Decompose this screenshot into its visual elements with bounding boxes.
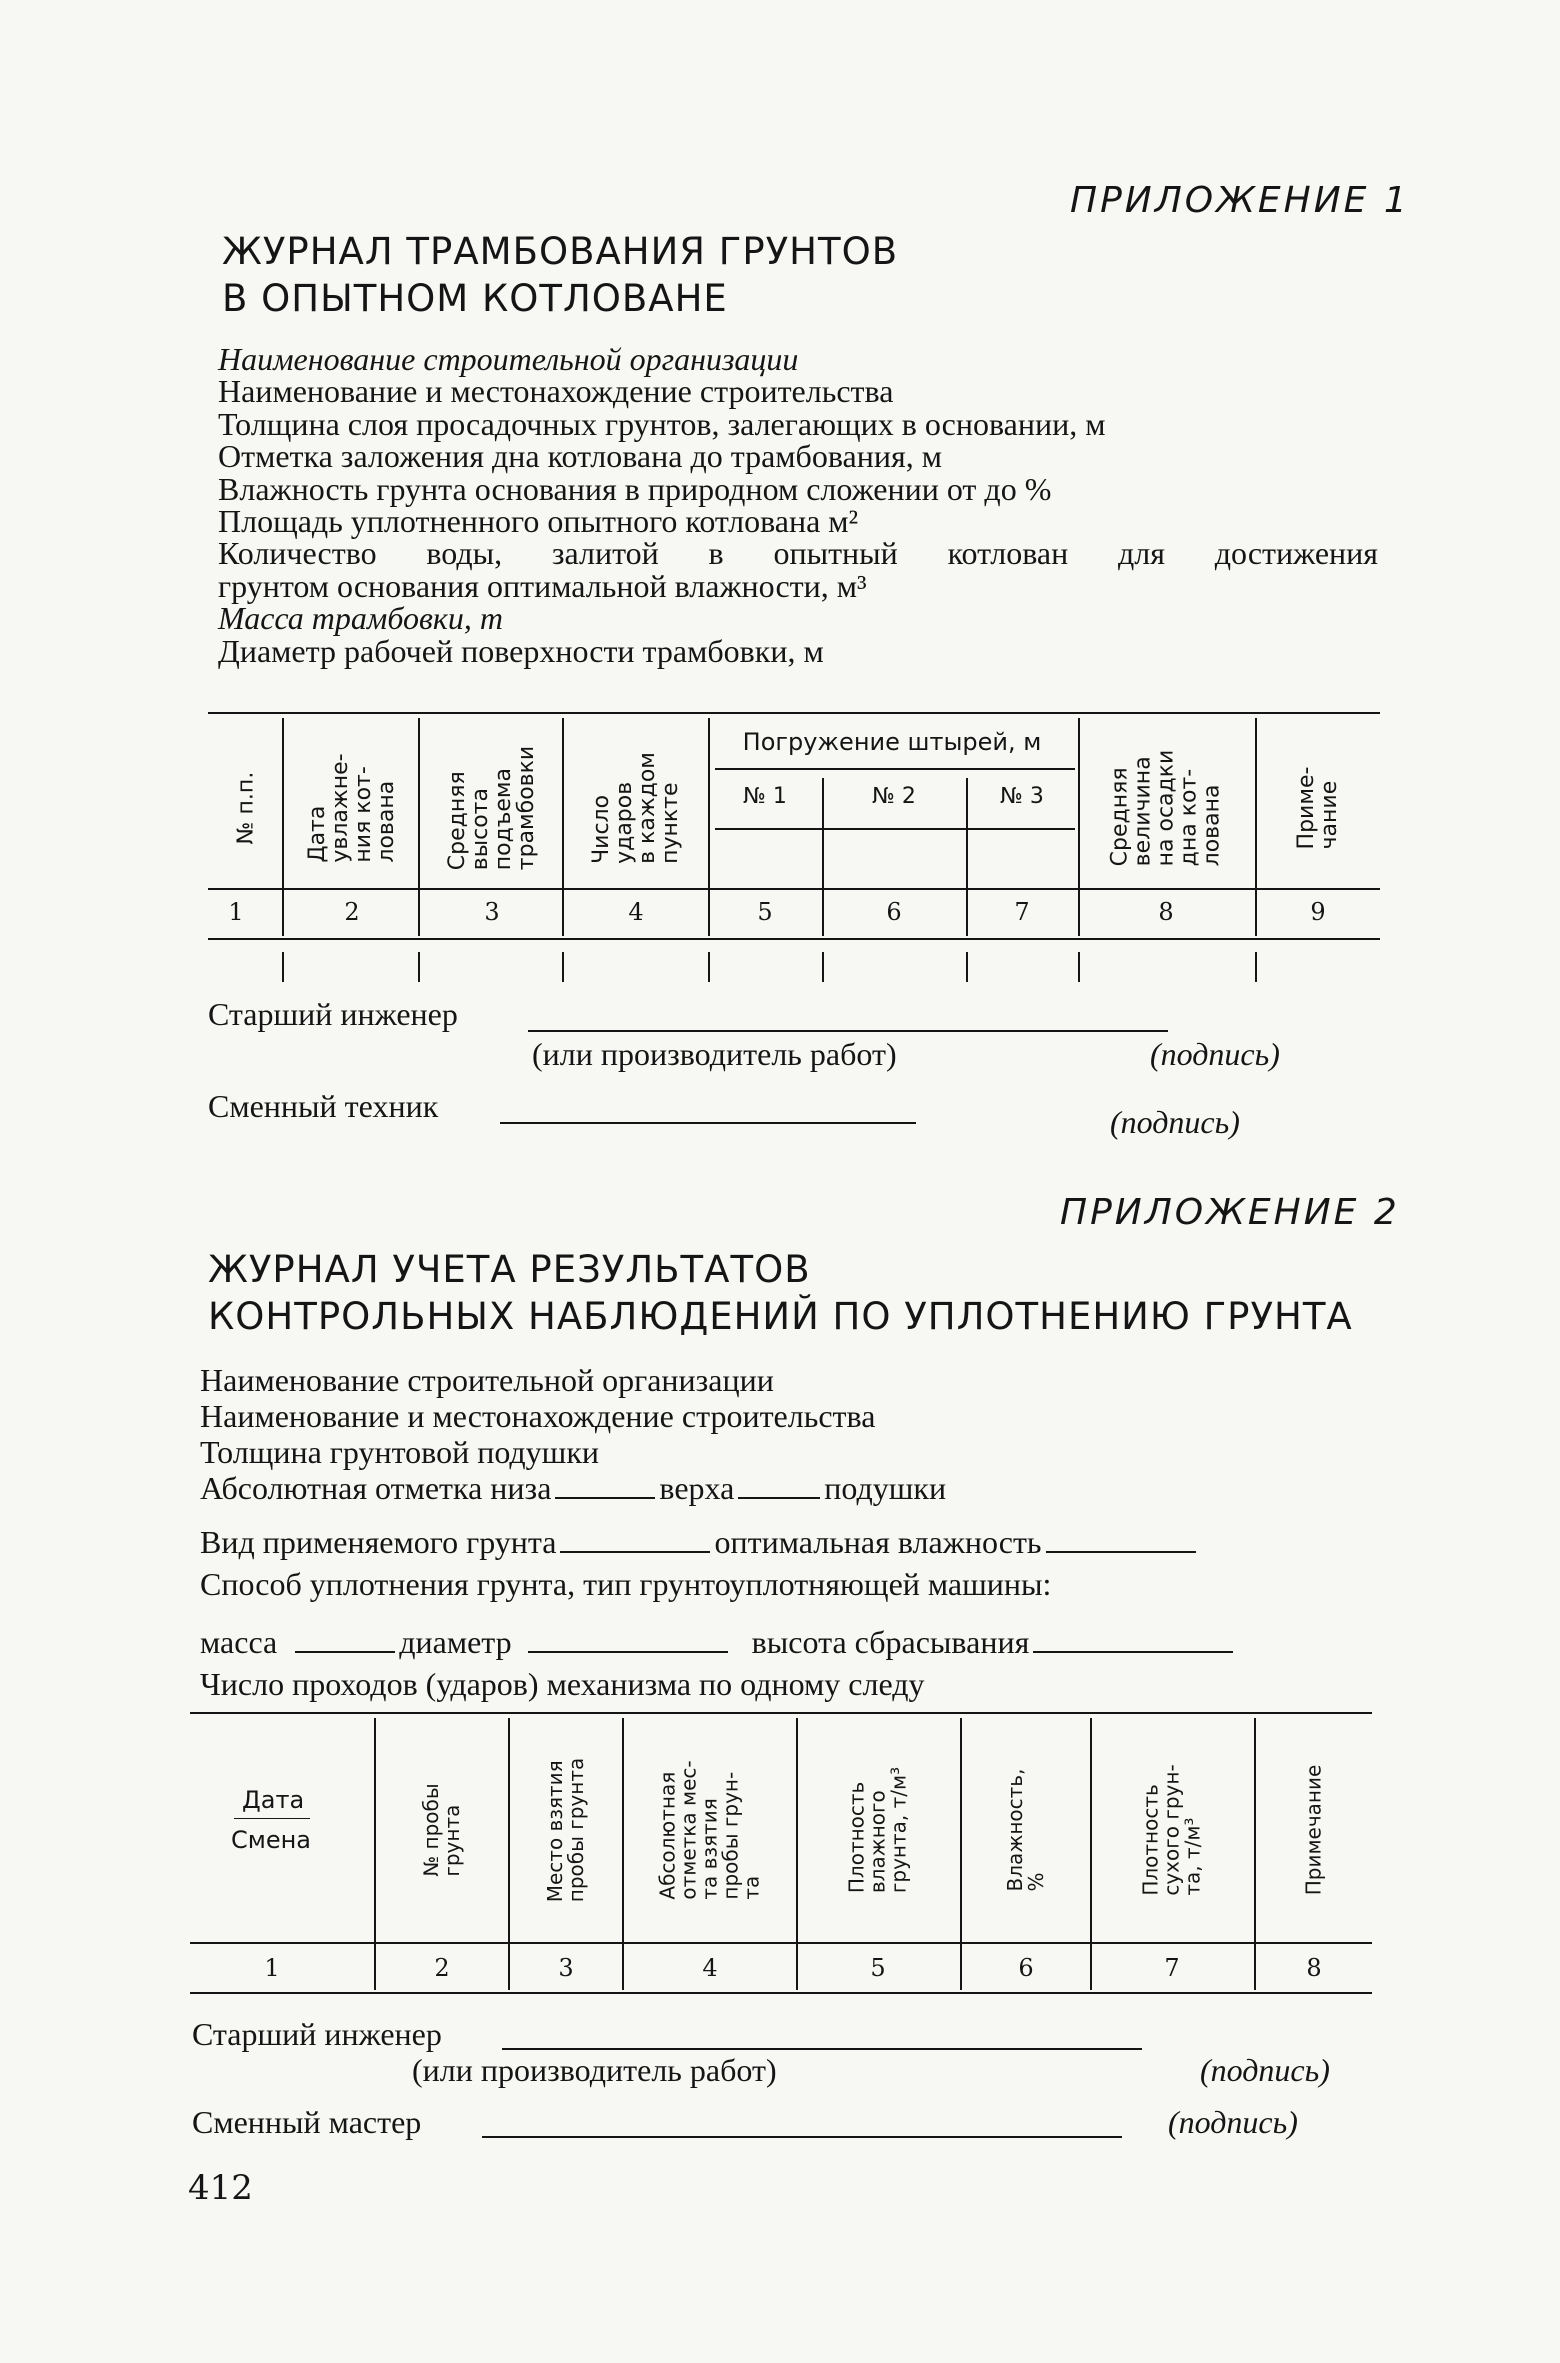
t2-col-num-8: 8 (1306, 1954, 1322, 1982)
field-water-amount-cont: грунтом основания оптимальной влажности, м³ (218, 567, 867, 604)
t1-sig2-line (500, 1122, 916, 1124)
t2-shift-header: Смена (230, 1826, 312, 1854)
appendix-1-title-line1: ЖУРНАЛ ТРАМБОВАНИЯ ГРУНТОВ (222, 230, 899, 273)
t2-col-num-7: 7 (1164, 1954, 1180, 1982)
t2-field-cushion-thickness: Толщина грунтовой подушки (200, 1434, 599, 1470)
field-pit-level: Отметка заложения дна котлована до трамбования, м (218, 438, 942, 475)
t1-col-num-1: 1 (228, 898, 244, 926)
t2-field-passes: Число проходов (ударов) механизма по одному следу (200, 1666, 925, 1702)
t2-col-abs-header: Абсолютная отметка мес- та взятия пробы грун- та (655, 1760, 764, 1900)
t2-drop-height-label: высота сбрасывания (751, 1624, 1030, 1660)
t2-abs-suffix: подушки (824, 1470, 947, 1506)
t2-abs-prefix: Абсолютная отметка низа (200, 1470, 552, 1506)
t2-soil-mid: оптимальная влажность (714, 1524, 1042, 1560)
t2-col-num-6: 6 (1018, 1954, 1034, 1982)
t1-sub-header-2: № 2 (872, 784, 916, 809)
appendix-2-fields (200, 1362, 946, 1506)
t1-sig2-sign: (подпись) (1110, 1104, 1240, 1140)
t2-date-header: Дата (242, 1786, 305, 1814)
t2-col-sample-header: № пробы грунта (419, 1783, 464, 1877)
field-rammer-mass: Масса трамбовки, т (218, 600, 503, 637)
t1-col-number-header: № п.п. (233, 771, 259, 845)
field-construction: Наименование и местонахождение строительства (218, 373, 894, 410)
t2-field-method: Способ уплотнения грунта, тип грунтоуплотняющей машины: (200, 1566, 1052, 1602)
appendix-2-title-line1: ЖУРНАЛ УЧЕТА РЕЗУЛЬТАТОВ (208, 1248, 811, 1291)
t1-col-height-header: Средняя высота подъема трамбовки (445, 745, 539, 871)
t1-col-num-3: 3 (484, 898, 500, 926)
t1-group-header: Погружение штырей, м (742, 728, 1042, 756)
t1-sig2-label: Сменный техник (208, 1088, 439, 1124)
t1-col-num-4: 4 (628, 898, 644, 926)
t2-sig1-label: Старший инженер (192, 2016, 442, 2052)
t2-col-num-5: 5 (870, 1954, 886, 1982)
t2-col-dry-density-header: Плотность сухого грун- та, т/м³ (1138, 1764, 1205, 1896)
t2-sig1-sub: (или производитель работ) (412, 2052, 777, 2088)
t2-abs-mid: верха (659, 1470, 735, 1506)
appendix-2-title (208, 1246, 1353, 1340)
t1-col-num-2: 2 (344, 898, 360, 926)
t2-field-soil (200, 1524, 1200, 1561)
t2-field-organization: Наименование строительной организации (200, 1362, 774, 1398)
t2-sig1-line (502, 2048, 1142, 2050)
t1-sig1-line (528, 1030, 1168, 1032)
t2-sig2-sign: (подпись) (1168, 2104, 1298, 2140)
t2-col-moisture-header: Влажность, % (1003, 1768, 1048, 1892)
t1-col-note-header: Приме- чание (1294, 766, 1342, 850)
field-area: Площадь уплотненного опытного котлована м² (218, 503, 859, 540)
t1-col-num-7: 7 (1014, 898, 1030, 926)
appendix-1-fields (218, 343, 1378, 667)
t2-col-wet-density-header: Плотность влажного грунта, т/м³ (844, 1766, 911, 1894)
t2-field-construction: Наименование и местонахождение строительства (200, 1398, 876, 1434)
t2-col-num-2: 2 (434, 1954, 450, 1982)
t2-diameter-label: диаметр (399, 1624, 512, 1660)
t1-sub-header-1: № 1 (743, 784, 787, 809)
t2-sig2-line (482, 2136, 1122, 2138)
appendix-2-label: ПРИЛОЖЕНИЕ 2 (1060, 1192, 1400, 1233)
appendix-1-label: ПРИЛОЖЕНИЕ 1 (1070, 180, 1410, 221)
t2-col-note-header: Примечание (1301, 1764, 1326, 1896)
appendix-2-title-line2: КОНТРОЛЬНЫХ НАБЛЮДЕНИЙ ПО УПЛОТНЕНИЮ ГРУНТА (208, 1295, 1353, 1338)
t2-col-num-1: 1 (264, 1954, 280, 1982)
t2-field-machine-params (200, 1624, 1237, 1661)
field-layer-thickness: Толщина слоя просадочных грунтов, залегающих в основании, м (218, 405, 1106, 442)
t1-col-settlement-header: Средняя величина на осадки дна кот- лована (1107, 749, 1225, 867)
appendix-1-title-line2: В ОПЫТНОМ КОТЛОВАНЕ (222, 277, 728, 320)
t2-col-num-3: 3 (558, 1954, 574, 1982)
t1-sub-header-3: № 3 (1000, 784, 1044, 809)
t1-col-date-header: Дата увлажне- ния кот- лована (305, 753, 399, 863)
t1-col-num-5: 5 (757, 898, 773, 926)
field-organization: Наименование строительной организации (218, 341, 799, 377)
t2-soil-prefix: Вид применяемого грунта (200, 1524, 557, 1560)
t2-col-place-header: Место взятия пробы грунта (543, 1757, 588, 1903)
page-number: 412 (188, 2168, 253, 2208)
field-water-amount: Количество воды, залитой в опытный котлован для достижения (218, 535, 1378, 572)
t1-col-blows-header: Число ударов в каждом пункте (589, 752, 683, 864)
t1-sig1-label: Старший инженер (208, 996, 458, 1032)
t2-sig1-sign: (подпись) (1200, 2052, 1330, 2088)
t1-sig1-sub: (или производитель работ) (532, 1036, 897, 1072)
t2-field-abs-level (200, 1470, 946, 1506)
appendix-1-title (222, 228, 898, 322)
t1-sig1-sign: (подпись) (1150, 1036, 1280, 1072)
t2-col-num-4: 4 (702, 1954, 718, 1982)
t1-col-num-8: 8 (1158, 898, 1174, 926)
t1-col-num-6: 6 (886, 898, 902, 926)
t2-mass-label: масса (200, 1624, 278, 1660)
t2-sig2-label: Сменный мастер (192, 2104, 422, 2140)
field-moisture: Влажность грунта основания в природном сложении от до % (218, 470, 1052, 507)
field-rammer-diameter: Диаметр рабочей поверхности трамбовки, м (218, 632, 824, 669)
t1-col-num-9: 9 (1310, 898, 1326, 926)
